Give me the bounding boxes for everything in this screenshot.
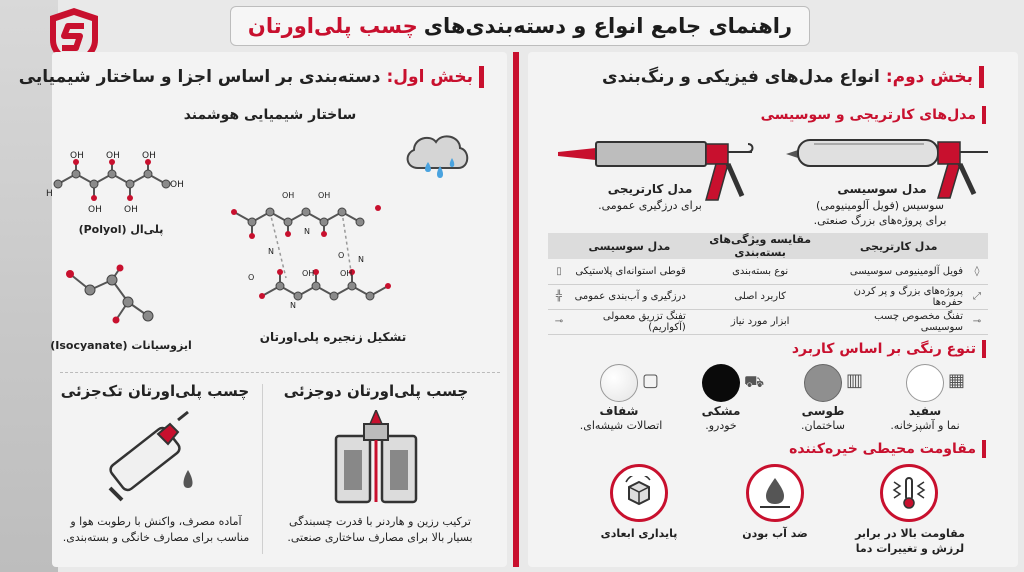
table-cell: کاربرد اصلی (689, 284, 832, 309)
svg-text:O: O (248, 273, 255, 282)
left-divider-line (60, 372, 500, 373)
section1-title (19, 66, 484, 88)
color-name-black: مشکی (701, 404, 741, 418)
vibration-temperature-badge (880, 464, 938, 522)
cartridge-model-desc: برای درزگیری عمومی. (598, 199, 702, 212)
comparison-table (548, 233, 988, 335)
section2-title-red: بخش دوم: (885, 67, 973, 87)
table-row (548, 259, 988, 284)
table-cell: فویل آلومینیومی سوسیسی (831, 259, 966, 284)
title-dark: راهنمای جامع انواع و دسته‌بندی‌های (423, 14, 793, 38)
svg-text:N: N (268, 247, 274, 256)
table-cell: قوطی استوانه‌ای پلاستیکی (570, 259, 689, 284)
color-desc-clear: اتصالات شیشه‌ای. (579, 419, 663, 432)
resistance-item-1-line2: لرزش و تغییرات دما (855, 542, 965, 555)
foil-icon: ◊ (966, 259, 988, 284)
table-header-cell: مدل کارتریجی (831, 233, 966, 259)
cloud-rain-icon (400, 128, 474, 186)
cartridge-model-name: مدل کارتریجی (607, 182, 693, 196)
color-swatch-clear (600, 364, 638, 402)
cylinder-icon: ▯ (548, 259, 570, 284)
colors-subtitle: تنوع رنگی بر اساس کاربرد (792, 340, 986, 358)
double-desc-line2: بسیار بالا برای مصارف ساختاری صنعتی. (287, 531, 473, 544)
resistance-item-3-line1: پایداری ابعادی (600, 527, 678, 540)
title-red: چسب پلی‌اورتان (247, 14, 418, 38)
caulk-gun-small-icon: ⊸ (548, 309, 570, 334)
isocyanate-molecule-diagram (60, 262, 170, 332)
color-desc-black: خودرو. (705, 419, 737, 432)
oh-label: OH (124, 205, 138, 215)
glass-icon: ▢ (642, 370, 660, 391)
svg-text:OH: OH (302, 269, 315, 278)
table-cell: ابزار مورد نیاز (689, 309, 832, 334)
building-icon: ▥ (846, 370, 864, 391)
svg-text:OH: OH (340, 269, 353, 278)
table-row (548, 309, 988, 334)
svg-text:N: N (358, 255, 364, 264)
resistance-subtitle: مقاومت محیطی خیره‌کننده (789, 440, 986, 458)
table-header-cell: مدل سوسیسی (570, 233, 689, 259)
polyurethane-chain-diagram (228, 178, 408, 328)
color-name-clear: شفاف (599, 404, 639, 418)
section1-title-dark: دسته‌بندی بر اساس اجزا و ساختار شیمیایی (18, 67, 381, 87)
sausage-model-desc2: برای پروژه‌های بزرگ صنعتی. (813, 214, 947, 227)
glue-tube-icon (96, 410, 206, 510)
table-row (548, 284, 988, 309)
color-desc-white: نما و آشپزخانه. (890, 419, 960, 432)
resistance-item-2-line1: ضد آب بودن (742, 527, 808, 540)
color-swatch-gray (804, 364, 842, 402)
oh-label: OH (88, 205, 102, 215)
smart-structure-title: ساختار شیمیایی هوشمند (183, 107, 357, 123)
svg-text:O: O (338, 251, 345, 260)
kitchen-icon: ▦ (948, 370, 966, 391)
oh-label: OH (70, 151, 84, 161)
single-desc-line1: آماده مصرف، واکنش با رطوبت هوا و (70, 515, 242, 528)
table-cell: درزگیری و آب‌بندی عمومی (570, 284, 689, 309)
sausage-gun-small-icon: ⊸ (966, 309, 988, 334)
polyol-label: پلی‌ال (Polyol) (78, 223, 164, 236)
page-title (230, 6, 810, 46)
resistance-item-1-line1: مقاومت بالا در برابر (855, 527, 965, 540)
single-desc-line2: مناسب برای مصارف خانگی و بسته‌بندی. (62, 531, 250, 544)
expand-icon: ⤢ (966, 284, 988, 309)
svg-text:N: N (290, 301, 296, 310)
oh-label: OH (106, 151, 120, 161)
seal-cross-icon: ╬ (548, 284, 570, 309)
single-component-title: چسب پلی‌اورتان تک‌جزئی (60, 382, 250, 400)
car-icon: ⛟ (744, 372, 765, 391)
dimensional-stability-badge (610, 464, 668, 522)
sausage-model-name: مدل سوسیسی (837, 182, 927, 196)
water-drop-icon (758, 476, 792, 510)
color-desc-gray: ساختمان. (801, 419, 845, 432)
oh-label: OH (142, 151, 156, 161)
sausage-model-desc1: سوسیس (فویل آلومینیومی) (815, 199, 945, 212)
svg-text:N: N (304, 227, 310, 236)
models-subtitle: مدل‌های کارتریجی و سوسیسی (761, 106, 986, 124)
color-name-gray: طوسی (801, 404, 845, 418)
left-vertical-divider (262, 384, 263, 554)
table-cell: نوع بسته‌بندی (689, 259, 832, 284)
svg-text:OH: OH (282, 191, 295, 200)
color-swatch-white (906, 364, 944, 402)
isocyanate-label: ایزوسیانات (Isocyanate) (50, 339, 192, 352)
table-header-row (548, 233, 988, 259)
dual-cartridge-icon (326, 410, 426, 510)
thermometer-spring-icon (892, 476, 926, 510)
double-desc-line1: ترکیب رزین و هاردنر با قدرت چسبندگی (289, 515, 471, 528)
section2-title (602, 66, 984, 88)
chain-label: تشکیل زنجیره پلی‌اورتان (259, 330, 407, 344)
double-component-title: چسب پلی‌اورتان دوجزئی (283, 382, 469, 400)
color-swatch-black (702, 364, 740, 402)
waterproof-badge (746, 464, 804, 522)
polyol-molecule-diagram (46, 150, 196, 220)
oh-label: OH (170, 180, 184, 190)
table-cell: تفنگ مخصوص چسب سوسیسی (831, 309, 966, 334)
color-name-white: سفید (908, 404, 942, 418)
cube-rotate-icon (622, 476, 656, 510)
h-label: H (46, 189, 53, 199)
center-divider (513, 52, 519, 567)
svg-text:OH: OH (318, 191, 331, 200)
section2-title-dark: انواع مدل‌های فیزیکی و رنگ‌بندی (602, 67, 880, 87)
table-header-cell: مقایسه ویژگی‌های بسته‌بندی (689, 233, 832, 259)
table-cell: تفنگ تزریق معمولی (آکواریم) (570, 309, 689, 334)
section1-title-red: بخش اول: (386, 67, 473, 87)
table-cell: پروژه‌های بزرگ و پر کردن حفره‌ها (831, 284, 966, 309)
